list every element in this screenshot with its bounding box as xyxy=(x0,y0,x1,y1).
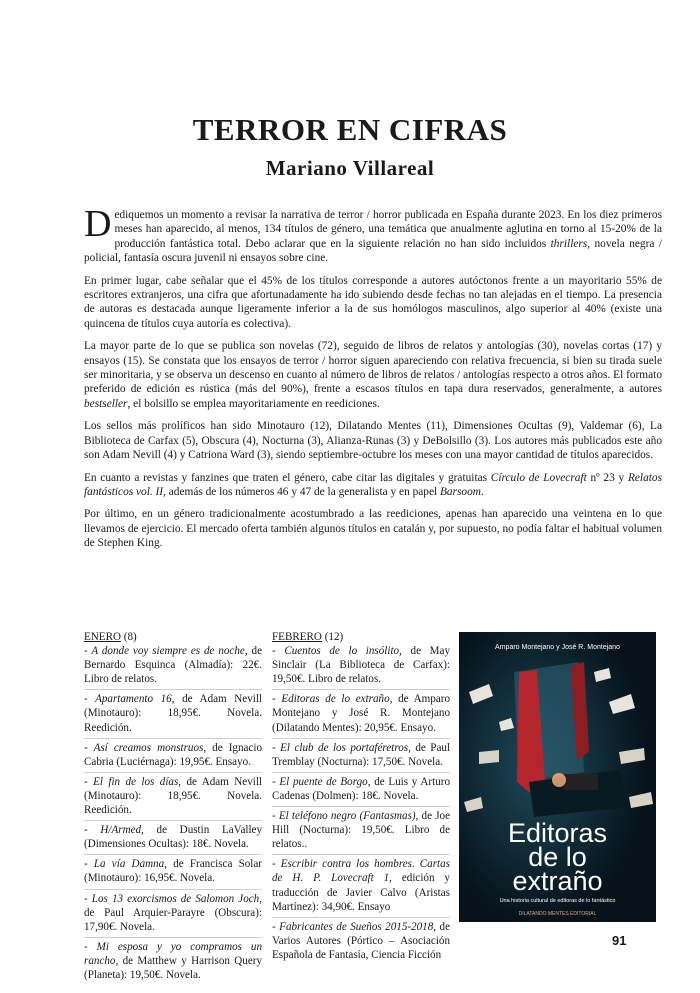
listing-column-enero xyxy=(84,630,262,987)
book-entry xyxy=(84,857,262,889)
italic-text: - Los 13 exorcismos de Salomon Joch xyxy=(84,892,260,905)
paper-shape xyxy=(479,750,499,764)
text-run: , además de los números 46 y 47 de la generalista y en papel xyxy=(163,485,440,498)
cover-subtitle: Una historia cultural de editoras de lo fantástico xyxy=(499,898,616,904)
italic-text: - Cuentos de lo insólito xyxy=(272,645,400,658)
text-run: ediquemos un momento a revisar la narrativa de terror / horror publicada en España durante 2023. En los diez primeros meses han aparecido, al menos, 134 títulos de género, una temática que anualmente aglutina en torno al 15-20% de la producción fantástica total. Debo aclarar que en la siguiente relación no han sido incluidos xyxy=(114,209,662,250)
article-title: TERROR EN CIFRAS xyxy=(192,112,508,147)
italic-text: - Fabricantes de Sueños 2015-2018 xyxy=(272,920,434,933)
paragraph-1-text xyxy=(84,203,662,265)
text-run: , de Adam Nevill (Minotauro): 18,95€. Novela. Reedición. xyxy=(84,693,262,734)
italic-text: - Mi esposa y yo compramos un rancho xyxy=(84,940,262,967)
book-entry xyxy=(84,644,262,690)
book-entry xyxy=(84,823,262,855)
italic-text: - Editoras de lo extraño xyxy=(272,693,390,706)
text-run: En cuanto a revistas y fanzines que traten el género, cabe citar las digitales y gratuitas xyxy=(84,471,491,484)
book-entry xyxy=(84,741,262,773)
article-author: Mariano Villareal xyxy=(265,156,435,180)
paragraph-5 xyxy=(84,471,662,500)
entry-list xyxy=(84,644,262,985)
typewriter-shape xyxy=(564,774,598,790)
text-run: . xyxy=(480,485,484,498)
drop-cap: D xyxy=(84,203,112,245)
page-number: 91 xyxy=(612,933,627,948)
paragraph-6: Por último, en un género tradicionalmente acostumbrado a las reediciones, apenas han aparecido una veintena en lo que llevamos de ejercicio. El mercado oferta también algunos títulos en catalán y, por supuesto, no podía faltar el habitual volumen de Stephen King. xyxy=(84,508,662,550)
text-run: , de Varios Autores (Pórtico – Asociación Española de Fantasía, Ciencia Ficción xyxy=(272,920,450,961)
book-entry xyxy=(272,644,450,690)
book-entry xyxy=(272,809,450,855)
text-run: , de Ignacio Cabria (Luciérnaga): 19,95€. Ensayo. xyxy=(84,741,262,768)
listing-column-febrero xyxy=(272,630,450,967)
text-run: , de Adam Nevill (Minotauro): 18,95€. Novela. Reedición. xyxy=(84,775,262,817)
italic-text: - Apartamento 16 xyxy=(84,693,172,706)
month-heading-febrero xyxy=(272,630,450,644)
month-count: (12) xyxy=(321,631,344,643)
month-name: ENERO xyxy=(84,631,121,643)
text-run: , el bolsillo se emplea mayoritariamente en reediciones. xyxy=(127,397,380,410)
italic-text: bestseller xyxy=(84,397,128,410)
book-entry xyxy=(272,692,450,738)
text-run: nº 23 y xyxy=(586,471,628,484)
cover-authors: Amparo Montejano y José R. Montejano xyxy=(495,644,620,651)
text-run: , de Dustin LaValley (Dimensiones Ocultas): 18€. Novela. xyxy=(84,824,262,851)
book-entry xyxy=(272,920,450,965)
text-run: , de Paul Arquier-Parayre (Obscura): 17,90€. Novela. xyxy=(84,892,262,933)
book-cover-art xyxy=(459,632,656,922)
paragraph-2: En primer lugar, cabe señalar que el 45% de los títulos corresponde a autores autóctonos frente a un mayoritario 55% de escritores extranjeros, una cifra que afortunadamente ha ido subiendo desde fechas no tan alejadas en el tiempo. La presencia de autoras es destacada aunque ligeramente inferior a la de sus homólogos masculinos, algo superior al 40% (existe una quincena de títulos cuya autoría es colectiva). xyxy=(84,274,662,330)
book-entry xyxy=(272,857,450,917)
italic-text: - El fin de los días xyxy=(84,775,179,788)
book-entry xyxy=(84,775,262,821)
article-intro xyxy=(84,203,662,559)
italic-text: - El puente de Borgo xyxy=(272,775,368,788)
italic-text: - El club de los portaféretros xyxy=(272,741,409,754)
text-run: , de Paul Tremblay (Nocturna): 17,50€. Novela. xyxy=(272,741,450,768)
month-heading-enero xyxy=(84,630,262,644)
cover-title-line-3: extraño xyxy=(512,866,603,896)
italic-text: thrillers xyxy=(550,237,588,250)
book-cover-image xyxy=(459,632,656,922)
month-count: (8) xyxy=(120,631,137,643)
italic-text: Relatos fantásticos vol. II xyxy=(84,471,662,498)
book-entry xyxy=(272,741,450,773)
book-entry xyxy=(84,940,262,985)
paragraph-1 xyxy=(84,203,662,266)
text-run: , de Luis y Arturo Cadenas (Dolmen): 18€. Novela. xyxy=(272,775,450,802)
italic-text: - A donde voy siempre es de noche xyxy=(84,645,245,658)
text-run: , novela negra / policial, fantasía oscura juvenil ni ensayos sobre cine. xyxy=(84,237,662,265)
italic-text: - La vía Damna xyxy=(84,858,165,871)
text-run: , de May Sinclair (La Biblioteca de Carfax): 19,50€. Libro de relatos. xyxy=(272,645,450,686)
entry-list xyxy=(272,644,450,965)
book-entry xyxy=(84,692,262,738)
book-entry xyxy=(84,892,262,938)
text-run: , de Bernardo Esquinca (Almadía): 22€. Libro de relatos. xyxy=(84,645,262,686)
text-run: , de Francisca Solar (Minotauro): 16,95€. Novela. xyxy=(84,858,262,885)
italic-text: - Así creamos monstruos xyxy=(84,741,204,754)
cover-title-line-2: de lo xyxy=(528,842,587,872)
text-run: , de Matthew y Harrison Query (Planeta): 19,50€. Novela. xyxy=(84,954,262,981)
cover-title-line-1: Editoras xyxy=(507,818,608,848)
text-run: , de Amparo Montejano y José R. Montejano (Dilatando Mentes): 20,95€. Ensayo. xyxy=(272,693,450,734)
cover-publisher: DILATANDO MENTES EDITORIAL xyxy=(518,911,597,917)
month-name: FEBRERO xyxy=(272,631,322,643)
italic-text: - H/Armed xyxy=(84,824,142,837)
italic-text: - Escribir contra los hombres. Cartas de H. P. Lovecraft 1 xyxy=(272,858,450,885)
text-run: La mayor parte de lo que se publica son novelas (72), seguido de libros de relatos y antologías (30), novelas cortas (17) y ensayos (15). Se constata que los ensayos de terror / horror siguen apareciendo con relativa frecuencia, si bien su tirada suele ser minoritaria, y se observa un descenso en cuanto al número de libros de relatos / antologías respecto a otros años. El formato preferido de edición es rústica (más del 90%), frente a escasos títulos en tapa dura reservados, generalmente, a autores xyxy=(84,340,662,396)
text-run: , edición y traducción de Javier Calvo (Aristas Martínez): 34,90€. Ensayo xyxy=(272,872,450,913)
paragraph-3 xyxy=(84,339,662,411)
lamp-light-shape xyxy=(552,773,566,787)
italic-text: Barsoom xyxy=(440,485,481,498)
text-run: , de Joe Hill (Nocturna): 19,50€. Libro de relatos.. xyxy=(272,810,450,851)
italic-text: Círculo de Lovecraft xyxy=(490,471,587,484)
italic-text: - El teléfono negro (Fantasmas) xyxy=(272,810,416,823)
book-entry xyxy=(272,775,450,807)
paragraph-4: Los sellos más prolíficos han sido Minotauro (12), Dilatando Mentes (11), Dimensiones Ocultas (9), Valdemar (6), La Biblioteca de Carfax (5), Obscura (4), Nocturna (3), Alianza-Runas (3) y DeBolsillo (3). Los autores más publicados este año son Adam Nevill (4) y Catriona Ward (3), siendo septiembre-octubre los meses con una mayor cantidad de títulos aparecidos. xyxy=(84,420,662,462)
